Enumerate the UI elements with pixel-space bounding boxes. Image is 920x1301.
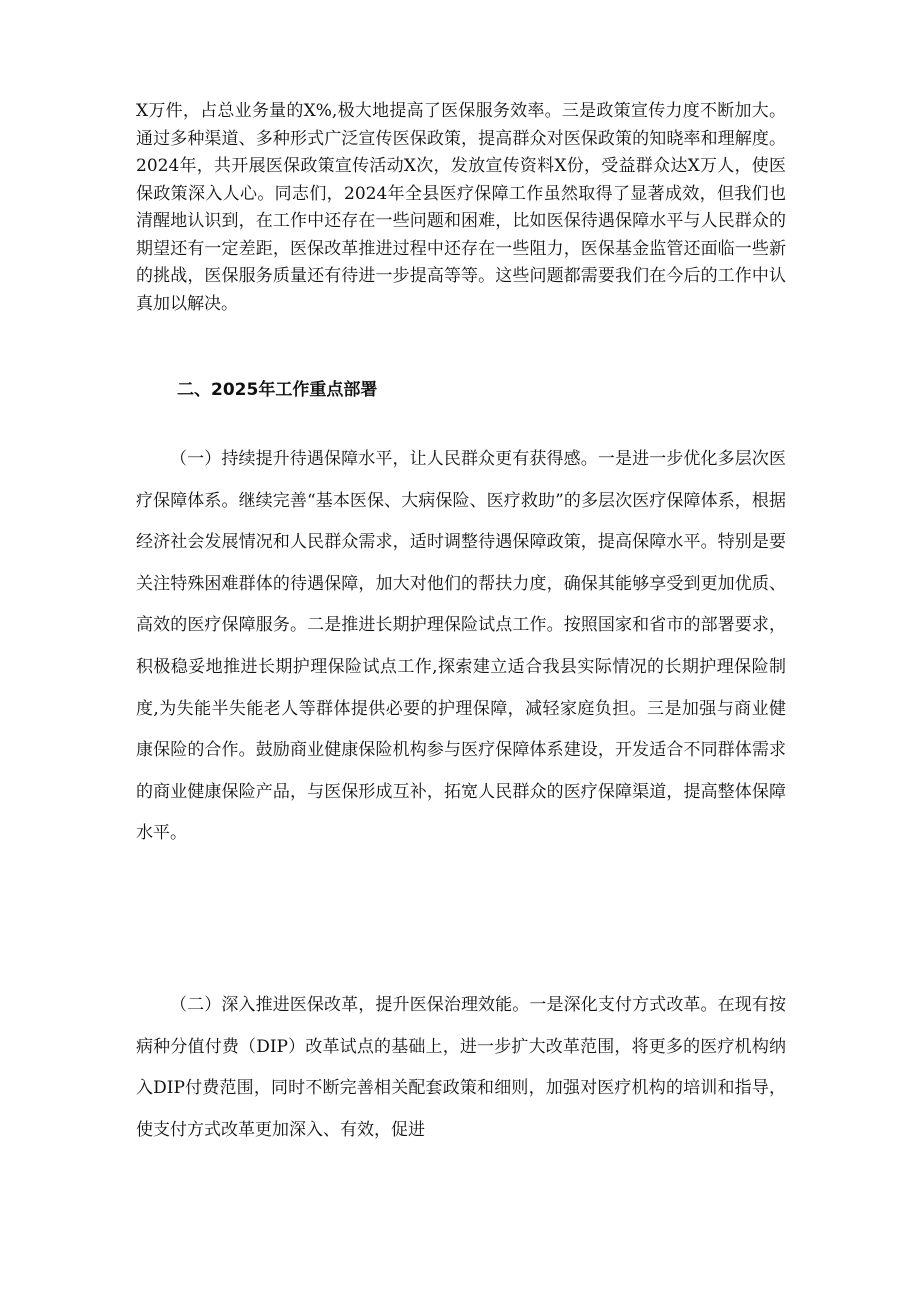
paragraph-medical-insurance-reform: （二）深入推进医保改革，提升医保治理效能。一是深化支付方式改革。在现有按病种分值付费（DIP）改革试点的基础上，进一步扩大改革范围，将更多的医疗机构纳入DIP付费范围，同时不断完善相关配套政策和细则，加强对医疗机构的培训和指导，使支付方式改革更加深入、有效，促进	[136, 995, 786, 1140]
section-heading: 二、2025年工作重点部署	[177, 380, 378, 400]
paragraph-benefit-guarantee: （一）持续提升待遇保障水平，让人民群众更有获得感。一是进一步优化多层次医疗保障体系。继续完善“基本医保、大病保险、医疗救助”的多层次医疗保障体系，根据经济社会发展情况和人民群众需求，适时调整待遇保障政策，提高保障水平。特别是要关注特殊困难群体的待遇保障，加大对他们的帮扶力度，确保其能够享受到更加优质、高效的医疗保障服务。二是推进长期护理保险试点工作。按照国家和省市的部署要求，积极稳妥地推进长期护理保险试点工作,探索建立适合我县实际情况的长期护理保险制度,为失能半失能老人等群体提供必要的护理保障，减轻家庭负担。三是加强与商业健康保险的合作。鼓励商业健康保险机构参与医疗保障体系建设，开发适合不同群体需求的商业健康保险产品，与医保形成互补，拓宽人民群众的医疗保障渠道，提高整体保障水平。	[136, 449, 786, 844]
paragraph-continuation: X万件，占总业务量的X%,极大地提高了医保服务效率。三是政策宣传力度不断加大。通过多种渠道、多种形式广泛宣传医保政策，提高群众对医保政策的知晓率和理解度。2024年，共开展医保政策宣传活动X次，发放宣传资料X份，受益群众达X万人，使医保政策深入人心。同志们，2024年全县医疗保障工作虽然取得了显著成效，但我们也清醒地认识到，在工作中还存在一些问题和困难，比如医保待遇保障水平与人民群众的期望还有一定差距，医保改革推进过程中还存在一些阻力，医保基金监管还面临一些新的挑战，医保服务质量还有待进一步提高等等。这些问题都需要我们在今后的工作中认真加以解决。	[136, 101, 786, 314]
